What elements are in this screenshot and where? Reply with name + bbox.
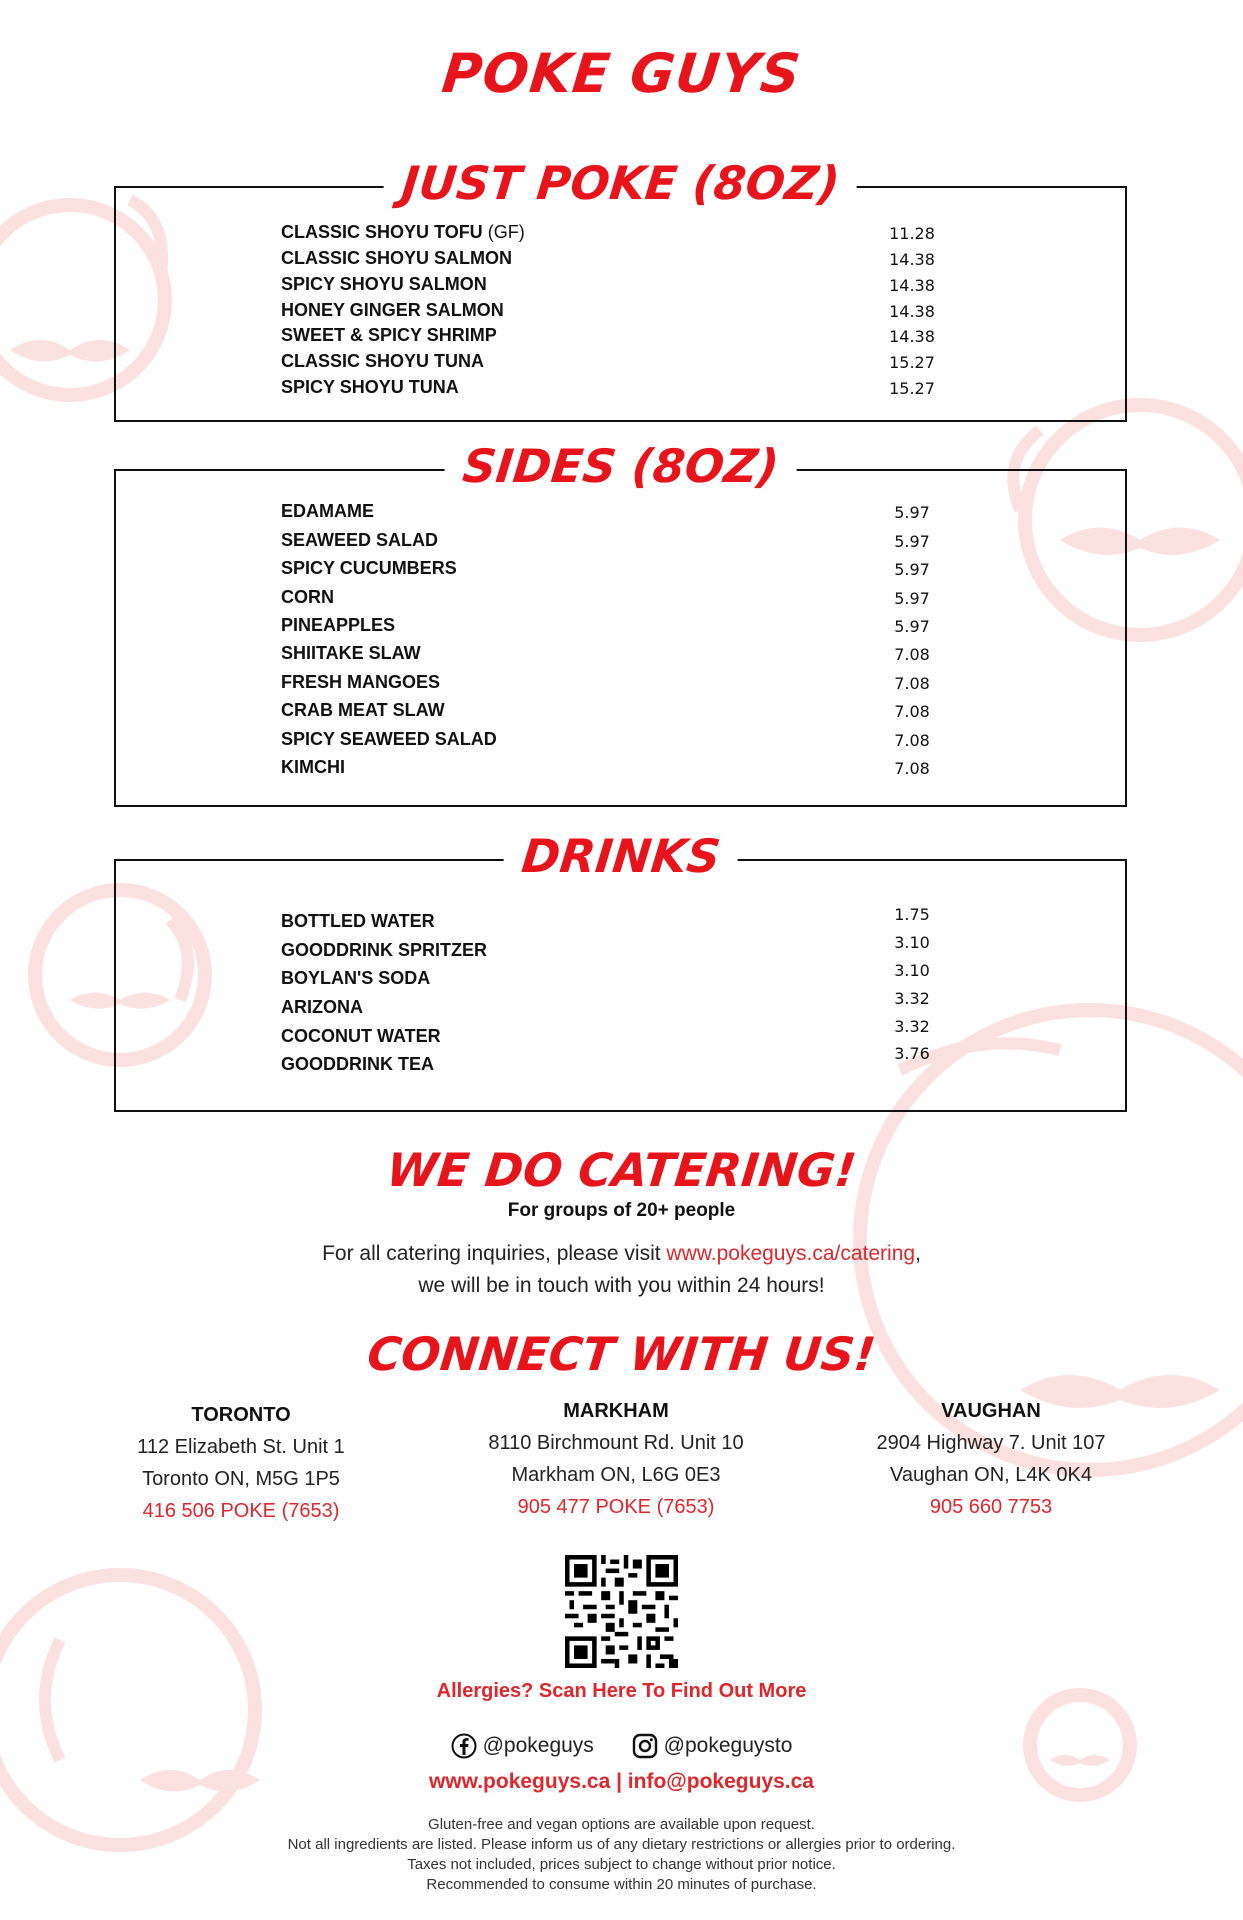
menu-price: 11.28: [889, 224, 935, 243]
menu-item: CLASSIC SHOYU SALMON: [281, 248, 513, 268]
menu-price: 5.97: [894, 617, 930, 636]
menu-price: 7.08: [894, 759, 930, 778]
footnotes: [0, 1815, 1243, 1895]
menu-price: 5.97: [894, 503, 930, 522]
location-vaughan: [801, 1395, 1181, 1523]
location-address-line1: 8110 Birchmount Rd. Unit 10: [488, 1432, 744, 1454]
menu-price: 14.38: [889, 327, 935, 346]
just-poke-section: [114, 156, 1127, 422]
drinks-section: [114, 829, 1127, 1112]
allergies-text: Allergies? Scan Here To Find Out More: [436, 1680, 807, 1702]
menu-price: 7.08: [894, 674, 930, 693]
catering-subtitle: For groups of 20+ people: [507, 1200, 736, 1221]
menu-price: 3.10: [894, 961, 930, 980]
facebook-icon: [451, 1733, 477, 1759]
sides-title: SIDES (8OZ): [442, 441, 799, 492]
menu-item: SEAWEED SALAD: [281, 530, 439, 550]
location-toronto: [51, 1399, 431, 1527]
menu-item: EDAMAME: [281, 501, 374, 521]
catering-response-text: we will be in touch with you within 24 hours!: [418, 1274, 825, 1297]
just-poke-title: JUST POKE (8OZ): [381, 158, 860, 209]
menu-price: 1.75: [894, 905, 930, 924]
drinks-title: DRINKS: [501, 831, 740, 882]
menu-item: PINEAPPLES: [281, 615, 396, 635]
instagram-icon: [632, 1733, 658, 1759]
facebook-link[interactable]: @pokeguys: [451, 1733, 594, 1759]
menu-item: COCONUT WATER: [281, 1026, 441, 1046]
footnote-line: Not all ingredients are listed. Please inform us of any dietary restrictions or allergies prior to ordering.: [287, 1836, 956, 1853]
footnote-line: Taxes not included, prices subject to change without prior notice.: [407, 1856, 836, 1873]
menu-price: 3.10: [894, 933, 930, 952]
menu-item: SWEET & SPICY SHRIMP: [281, 325, 497, 345]
menu-item: CLASSIC SHOYU TOFU (GF): [281, 222, 525, 242]
social-links: [0, 1733, 1243, 1765]
menu-item: SPICY SHOYU SALMON: [281, 274, 487, 294]
menu-item: BOTTLED WATER: [281, 911, 435, 931]
menu-item: GOODDRINK TEA: [281, 1054, 434, 1074]
menu-price: 5.97: [894, 560, 930, 579]
menu-item: SPICY CUCUMBERS: [281, 558, 457, 578]
location-address-line2: Markham ON, L6G 0E3: [511, 1464, 721, 1486]
location-address-line1: 2904 Highway 7. Unit 107: [876, 1432, 1106, 1454]
menu-item: ARIZONA: [281, 997, 363, 1017]
website-email-line[interactable]: www.pokeguys.ca | info@pokeguys.ca: [428, 1770, 814, 1793]
menu-price: 3.32: [894, 1017, 930, 1036]
menu-price: 14.38: [889, 276, 935, 295]
menu-item: HONEY GINGER SALMON: [281, 300, 504, 320]
catering-title: WE DO CATERING!: [384, 1143, 859, 1197]
menu-price: 15.27: [889, 353, 935, 372]
menu-item: SPICY SHOYU TUNA: [281, 377, 459, 397]
location-phone[interactable]: 905 477 POKE (7653): [517, 1496, 715, 1518]
location-phone[interactable]: 905 660 7753: [929, 1496, 1053, 1518]
location-address-line2: Toronto ON, M5G 1P5: [142, 1468, 340, 1490]
menu-price: 3.32: [894, 989, 930, 1008]
location-city: TORONTO: [191, 1404, 291, 1426]
menu-price: 14.38: [889, 250, 935, 269]
allergy-qr-code[interactable]: [565, 1555, 678, 1668]
location-phone[interactable]: 416 506 POKE (7653): [142, 1500, 340, 1522]
footnote-line: Recommended to consume within 20 minutes of purchase.: [426, 1876, 817, 1893]
menu-price: 7.08: [894, 645, 930, 664]
menu-item: KIMCHI: [281, 757, 345, 777]
location-city: MARKHAM: [563, 1400, 669, 1422]
catering-link[interactable]: www.pokeguys.ca/catering: [666, 1242, 916, 1265]
menu-price: 5.97: [894, 589, 930, 608]
menu-item: CRAB MEAT SLAW: [281, 700, 445, 720]
sides-section: [114, 439, 1127, 807]
menu-price: 7.08: [894, 702, 930, 721]
menu-item: GOODDRINK SPRITZER: [281, 940, 488, 960]
menu-price: 7.08: [894, 731, 930, 750]
location-city: VAUGHAN: [941, 1400, 1041, 1422]
instagram-link[interactable]: @pokeguysto: [632, 1733, 793, 1759]
footnote-line: Gluten-free and vegan options are available upon request.: [428, 1816, 815, 1833]
menu-item: SHIITAKE SLAW: [281, 643, 421, 663]
menu-item: CLASSIC SHOYU TUNA: [281, 351, 485, 371]
catering-inquiry-text: For all catering inquiries, please visit www.pokeguys.ca/catering,: [322, 1242, 921, 1265]
menu-item: FRESH MANGOES: [281, 672, 441, 692]
location-address-line2: Vaughan ON, L4K 0K4: [890, 1464, 1092, 1486]
location-markham: [426, 1395, 806, 1523]
brand-logo: POKE GUYS: [439, 42, 804, 105]
location-address-line1: 112 Elizabeth St. Unit 1: [137, 1436, 345, 1458]
menu-item: BOYLAN'S SODA: [281, 968, 431, 988]
menu-price: 3.76: [894, 1044, 930, 1063]
connect-title: CONNECT WITH US!: [364, 1327, 879, 1381]
menu-price: 5.97: [894, 532, 930, 551]
menu-price: 14.38: [889, 302, 935, 321]
menu-item: CORN: [281, 587, 334, 607]
menu-item: SPICY SEAWEED SALAD: [281, 729, 497, 749]
menu-price: 15.27: [889, 379, 935, 398]
